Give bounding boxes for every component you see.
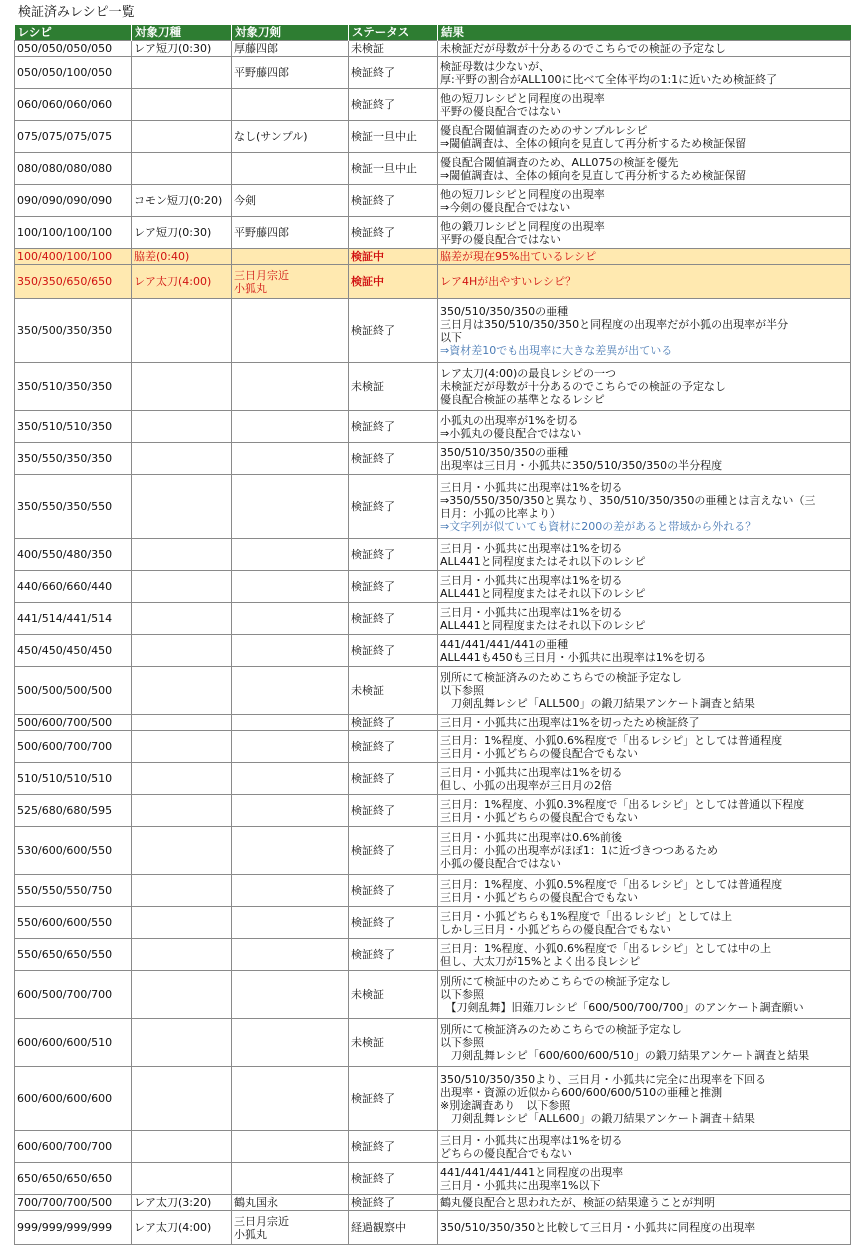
result-cell	[438, 603, 851, 635]
result-line: 別所にて検証済みのためこちらでの検証予定なし	[440, 1023, 682, 1036]
blade-type-cell	[132, 827, 232, 875]
status-cell: 検証終了	[349, 57, 438, 89]
status-cell: 検証中	[349, 265, 438, 299]
blade-type-cell: 脇差(0:40)	[132, 249, 232, 265]
target-sword-cell	[232, 1019, 349, 1067]
recipe-cell: 350/510/510/350	[15, 411, 132, 443]
blade-type-cell: レア太刀(4:00)	[132, 265, 232, 299]
target-sword-cell	[232, 475, 349, 539]
result-line: 三日月：1%程度、小狐0.3%程度で「出るレシピ」としては普通以下程度	[440, 797, 805, 811]
status-cell: 検証終了	[349, 299, 438, 363]
header-status: ステータス	[349, 25, 438, 41]
status-cell: 検証終了	[349, 1131, 438, 1163]
blade-type-cell	[132, 153, 232, 185]
blade-type-cell	[132, 763, 232, 795]
table-row	[15, 1195, 851, 1211]
result-cell	[438, 539, 851, 571]
target-sword-cell	[232, 1195, 349, 1211]
result-line: 未検証だが母数が十分あるのでこちらでの検証の予定なし	[440, 42, 726, 55]
result-line: ALL441と同程度またはそれ以下のレシピ	[440, 586, 646, 600]
target-sword-cell	[232, 249, 349, 265]
target-sword-cell	[232, 265, 349, 299]
status-cell: 検証終了	[349, 571, 438, 603]
result-cell	[438, 715, 851, 731]
header-target: 対象刀剣	[232, 25, 349, 41]
table-row	[15, 1163, 851, 1195]
target-sword-cell	[232, 971, 349, 1019]
table-row	[15, 907, 851, 939]
result-line: 刀剣乱舞レシピ「ALL500」の鍛刀結果アンケート調査と結果	[440, 697, 755, 710]
status-cell: 未検証	[349, 667, 438, 715]
target-sword-cell	[232, 363, 349, 411]
target-sword-name: 今剣	[234, 194, 256, 207]
target-sword-name: 三日月宗近	[234, 1214, 289, 1228]
blade-type-cell: レア太刀(4:00)	[132, 1211, 232, 1245]
result-line: 他の短刀レシピと同程度の出現率	[440, 187, 605, 201]
recipe-cell: 600/500/700/700	[15, 971, 132, 1019]
result-cell	[438, 827, 851, 875]
target-sword-cell	[232, 153, 349, 185]
status-cell: 検証終了	[349, 1067, 438, 1131]
target-sword-cell	[232, 907, 349, 939]
recipe-cell: 999/999/999/999	[15, 1211, 132, 1245]
result-line: 平野の優良配合ではない	[440, 104, 561, 118]
target-sword-name: 平野藤四郎	[234, 66, 289, 79]
header-row	[15, 25, 851, 41]
recipe-cell: 550/650/650/550	[15, 939, 132, 971]
recipe-cell: 441/514/441/514	[15, 603, 132, 635]
blade-type-cell	[132, 121, 232, 153]
blade-type-cell	[132, 57, 232, 89]
target-sword-cell	[232, 571, 349, 603]
blade-type-cell	[132, 89, 232, 121]
result-cell	[438, 1067, 851, 1131]
table-body	[15, 41, 851, 1245]
status-cell: 検証終了	[349, 1195, 438, 1211]
table-row	[15, 41, 851, 57]
result-cell	[438, 121, 851, 153]
result-line: 三日月は350/510/350/350と同程度の出現率だが小狐の出現率が半分	[440, 317, 789, 331]
target-sword-cell	[232, 763, 349, 795]
result-line: 出現率は三日月・小狐共に350/510/350/350の半分程度	[440, 458, 723, 472]
result-line: 441/441/441/441の亜種	[440, 637, 569, 651]
table-row	[15, 411, 851, 443]
table-row	[15, 475, 851, 539]
result-line: ⇒小狐丸の優良配合ではない	[440, 426, 582, 440]
blade-type-cell	[132, 715, 232, 731]
recipe-cell: 700/700/700/500	[15, 1195, 132, 1211]
target-sword-cell	[232, 795, 349, 827]
target-sword-cell	[232, 57, 349, 89]
blade-type-cell	[132, 1163, 232, 1195]
target-sword-name: 平野藤四郎	[234, 226, 289, 239]
blade-type-cell	[132, 571, 232, 603]
result-cell	[438, 875, 851, 907]
target-sword-name: なし(サンプル)	[234, 130, 308, 143]
result-cell	[438, 1019, 851, 1067]
table-row	[15, 153, 851, 185]
result-line: しかし三日月・小狐どちらの優良配合でもない	[440, 922, 671, 936]
result-line: 以下	[440, 330, 462, 344]
result-line: 平野の優良配合ではない	[440, 232, 561, 246]
table-row	[15, 1211, 851, 1245]
recipe-cell: 400/550/480/350	[15, 539, 132, 571]
status-cell: 検証終了	[349, 1163, 438, 1195]
blade-type-cell	[132, 1131, 232, 1163]
recipe-cell: 060/060/060/060	[15, 89, 132, 121]
recipe-cell: 350/510/350/350	[15, 363, 132, 411]
header-recipe: レシピ	[15, 25, 132, 41]
result-line: ※別途調査あり 以下参照	[440, 1098, 571, 1112]
result-line: ⇒閾値調査は、全体の傾向を見直して再分析するため検証保留	[440, 136, 747, 150]
target-sword-cell	[232, 603, 349, 635]
blade-type-cell: レア短刀(0:30)	[132, 217, 232, 249]
blade-type-cell	[132, 363, 232, 411]
result-line: 他の短刀レシピと同程度の出現率	[440, 91, 605, 105]
result-line: 【刀剣乱舞】旧薙刀レシピ「600/500/700/700」のアンケート調査願い	[440, 1001, 804, 1014]
result-line: どちらの優良配合でもない	[440, 1146, 572, 1160]
target-sword-cell	[232, 731, 349, 763]
result-line: 三日月・小狐どちらも1%程度で「出るレシピ」としては上	[440, 909, 733, 923]
table-row	[15, 875, 851, 907]
result-line: ALL441と同程度またはそれ以下のレシピ	[440, 554, 646, 568]
blade-type-cell	[132, 1019, 232, 1067]
status-cell: 未検証	[349, 971, 438, 1019]
blade-type-cell	[132, 411, 232, 443]
target-sword-cell	[232, 217, 349, 249]
status-cell: 検証終了	[349, 731, 438, 763]
result-cell	[438, 185, 851, 217]
blade-type-cell	[132, 667, 232, 715]
result-cell	[438, 1131, 851, 1163]
result-line: 三日月：1%程度、小狐0.6%程度で「出るレシピ」としては普通程度	[440, 733, 783, 747]
result-line: 出現率・資源の近似から600/600/600/510の亜種と推測	[440, 1085, 723, 1099]
status-cell: 検証終了	[349, 715, 438, 731]
result-line: 三日月：1%程度、小狐0.6%程度で「出るレシピ」としては中の上	[440, 941, 772, 955]
recipe-cell: 075/075/075/075	[15, 121, 132, 153]
result-cell	[438, 249, 851, 265]
status-cell: 未検証	[349, 363, 438, 411]
recipe-cell: 080/080/080/080	[15, 153, 132, 185]
result-line: 441/441/441/441と同程度の出現率	[440, 1165, 624, 1179]
table-row	[15, 827, 851, 875]
header-result: 結果	[438, 25, 851, 41]
blade-type-cell	[132, 635, 232, 667]
target-sword-cell	[232, 1067, 349, 1131]
recipe-cell: 440/660/660/440	[15, 571, 132, 603]
result-line: ⇒今剣の優良配合ではない	[440, 200, 571, 214]
status-cell: 未検証	[349, 41, 438, 57]
result-line: 刀剣乱舞レシピ「ALL600」の鍛刀結果アンケート調査＋結果	[440, 1111, 755, 1125]
result-line: 三日月・小狐共に出現率は0.6%前後	[440, 831, 622, 844]
result-cell	[438, 411, 851, 443]
target-sword-cell	[232, 715, 349, 731]
table-row	[15, 939, 851, 971]
table-row	[15, 249, 851, 265]
status-cell: 未検証	[349, 1019, 438, 1067]
result-line: 三日月：1%程度、小狐0.5%程度で「出るレシピ」としては普通程度	[440, 877, 783, 891]
result-line: ⇒資材差10でも出現率に大きな差異が出ている	[440, 343, 673, 357]
status-cell: 検証終了	[349, 635, 438, 667]
target-sword-cell	[232, 41, 349, 57]
result-line: 鶴丸優良配合と思われたが、検証の結果違うことが判明	[440, 1196, 715, 1209]
recipe-cell: 100/400/100/100	[15, 249, 132, 265]
result-line: 日月：小狐の比率より）	[440, 506, 561, 520]
blade-type-cell	[132, 971, 232, 1019]
table-row	[15, 795, 851, 827]
result-cell	[438, 89, 851, 121]
status-cell: 検証終了	[349, 89, 438, 121]
recipe-cell: 500/600/700/500	[15, 715, 132, 731]
result-line: ALL441と同程度またはそれ以下のレシピ	[440, 618, 646, 632]
blade-type-cell: レア短刀(0:30)	[132, 41, 232, 57]
result-line: 三日月・小狐共に出現率は1%を切る	[440, 605, 623, 619]
blade-type-cell	[132, 939, 232, 971]
table-row	[15, 635, 851, 667]
target-sword-cell	[232, 1211, 349, 1245]
status-cell: 検証終了	[349, 907, 438, 939]
result-line: 三日月・小狐共に出現率は1%を切る	[440, 1133, 623, 1147]
result-line: レア4Hが出やすいレシピ？	[440, 275, 576, 288]
result-line: 脇差が現在95%出ているレシピ	[440, 250, 597, 263]
recipe-cell: 100/100/100/100	[15, 217, 132, 249]
status-cell: 検証終了	[349, 185, 438, 217]
status-cell: 検証終了	[349, 939, 438, 971]
table-row	[15, 571, 851, 603]
table-row	[15, 1067, 851, 1131]
target-sword-name: 小狐丸	[234, 1227, 267, 1241]
blade-type-cell	[132, 875, 232, 907]
table-row	[15, 299, 851, 363]
blade-type-cell	[132, 475, 232, 539]
blade-type-cell	[132, 299, 232, 363]
result-cell	[438, 57, 851, 89]
recipe-cell: 050/050/050/050	[15, 41, 132, 57]
blade-type-cell	[132, 603, 232, 635]
recipe-cell: 350/500/350/350	[15, 299, 132, 363]
recipe-table	[14, 25, 851, 1245]
result-line: 但し、小狐の出現率が三日月の2倍	[440, 778, 612, 792]
result-line: 以下参照	[440, 988, 484, 1001]
result-line: 三日月・小狐どちらの優良配合でもない	[440, 810, 638, 824]
target-sword-cell	[232, 1131, 349, 1163]
result-cell	[438, 265, 851, 299]
result-line: 三日月：小狐の出現率がほぼ1：1に近づきつつあるため	[440, 844, 718, 857]
target-sword-cell	[232, 1163, 349, 1195]
blade-type-cell	[132, 907, 232, 939]
status-cell: 検証終了	[349, 795, 438, 827]
table-row	[15, 363, 851, 411]
recipe-cell: 350/550/350/550	[15, 475, 132, 539]
result-line: 三日月・小狐どちらの優良配合でもない	[440, 890, 638, 904]
result-line: 350/510/350/350の亜種	[440, 445, 569, 459]
result-cell	[438, 795, 851, 827]
recipe-cell: 525/680/680/595	[15, 795, 132, 827]
result-line: 検証母数は少ないが、	[440, 59, 550, 73]
result-cell	[438, 443, 851, 475]
recipe-cell: 500/600/700/700	[15, 731, 132, 763]
status-cell: 検証一旦中止	[349, 121, 438, 153]
blade-type-cell	[132, 539, 232, 571]
result-line: 三日月・小狐どちらの優良配合でもない	[440, 746, 638, 760]
result-cell	[438, 939, 851, 971]
result-cell	[438, 299, 851, 363]
blade-type-cell: レア太刀(3:20)	[132, 1195, 232, 1211]
target-sword-cell	[232, 939, 349, 971]
result-line: 優良配合閾値調査のため、ALL075の検証を優先	[440, 155, 679, 169]
page-title: 検証済みレシピ一覧	[18, 5, 135, 20]
table-row	[15, 185, 851, 217]
recipe-cell: 530/600/600/550	[15, 827, 132, 875]
result-line: 小狐丸の出現率が1%を切る	[440, 413, 579, 427]
table-row	[15, 603, 851, 635]
status-cell: 検証終了	[349, 827, 438, 875]
target-sword-name: 鶴丸国永	[234, 1196, 278, 1209]
recipe-cell: 510/510/510/510	[15, 763, 132, 795]
result-line: 以下参照	[440, 684, 484, 697]
result-line: ⇒文字列が似ていても資材に200の差があると帯域から外れる？	[440, 519, 757, 533]
result-line: 他の鍛刀レシピと同程度の出現率	[440, 219, 605, 233]
result-cell	[438, 731, 851, 763]
result-line: ALL441も450も三日月・小狐共に出現率は1%を切る	[440, 650, 707, 664]
result-line: 厚:平野の割合がALL100に比べて全体平均の1:1に近いため検証終了	[440, 72, 778, 86]
table-row	[15, 443, 851, 475]
result-cell	[438, 363, 851, 411]
result-cell	[438, 41, 851, 57]
result-line: 三日月・小狐共に出現率は1%を切る	[440, 573, 623, 587]
target-sword-cell	[232, 875, 349, 907]
blade-type-cell: コモン短刀(0:20)	[132, 185, 232, 217]
blade-type-cell	[132, 443, 232, 475]
result-line: 350/510/350/350の亜種	[440, 304, 569, 318]
result-line: 以下参照	[440, 1036, 484, 1049]
table-row	[15, 667, 851, 715]
recipe-cell: 550/600/600/550	[15, 907, 132, 939]
table-row	[15, 715, 851, 731]
table-row	[15, 971, 851, 1019]
result-line: 優良配合検証の基準となるレシピ	[440, 393, 605, 406]
status-cell: 検証終了	[349, 539, 438, 571]
result-line: レア太刀(4:00)の最良レシピの一つ	[440, 367, 617, 380]
table-row	[15, 89, 851, 121]
result-line: ⇒閾値調査は、全体の傾向を見直して再分析するため検証保留	[440, 168, 747, 182]
result-cell	[438, 475, 851, 539]
recipe-cell: 600/600/600/600	[15, 1067, 132, 1131]
table-row	[15, 1131, 851, 1163]
target-sword-cell	[232, 827, 349, 875]
result-cell	[438, 763, 851, 795]
recipe-cell: 600/600/700/700	[15, 1131, 132, 1163]
target-sword-cell	[232, 299, 349, 363]
result-cell	[438, 571, 851, 603]
table-row	[15, 1019, 851, 1067]
result-line: 三日月・小狐共に出現率は1%を切ったため検証終了	[440, 716, 700, 729]
result-cell	[438, 971, 851, 1019]
target-sword-name: 三日月宗近	[234, 268, 289, 282]
target-sword-cell	[232, 411, 349, 443]
recipe-cell: 050/050/100/050	[15, 57, 132, 89]
recipe-cell: 350/550/350/350	[15, 443, 132, 475]
recipe-cell: 350/350/650/650	[15, 265, 132, 299]
blade-type-cell	[132, 795, 232, 827]
result-line: ⇒350/550/350/350と異なり、350/510/350/350の亜種とは言えない（三	[440, 493, 816, 507]
result-cell	[438, 667, 851, 715]
table-row	[15, 217, 851, 249]
status-cell: 検証一旦中止	[349, 153, 438, 185]
result-line: 三日月・小狐共に出現率は1%を切る	[440, 765, 623, 779]
result-line: 優良配合閾値調査のためのサンプルレシピ	[440, 123, 648, 137]
target-sword-name: 厚藤四郎	[234, 42, 278, 55]
result-line: 但し、大太刀が15%とよく出る良レシピ	[440, 954, 641, 968]
result-line: 三日月・小狐共に出現率は1%を切る	[440, 480, 623, 494]
result-cell	[438, 907, 851, 939]
target-sword-cell	[232, 539, 349, 571]
result-line: 350/510/350/350と比較して三日月・小狐共に同程度の出現率	[440, 1221, 756, 1234]
recipe-cell: 450/450/450/450	[15, 635, 132, 667]
status-cell: 検証終了	[349, 411, 438, 443]
recipe-cell: 650/650/650/650	[15, 1163, 132, 1195]
status-cell: 検証終了	[349, 475, 438, 539]
target-sword-name: 小狐丸	[234, 281, 267, 295]
result-line: 小狐の優良配合ではない	[440, 857, 561, 870]
header-type: 対象刀種	[132, 25, 232, 41]
status-cell: 経過観察中	[349, 1211, 438, 1245]
result-cell	[438, 635, 851, 667]
recipe-cell: 090/090/090/090	[15, 185, 132, 217]
result-line: 350/510/350/350より、三日月・小狐共に完全に出現率を下回る	[440, 1072, 767, 1086]
result-cell	[438, 153, 851, 185]
blade-type-cell	[132, 731, 232, 763]
result-line: 未検証だが母数が十分あるのでこちらでの検証の予定なし	[440, 380, 726, 393]
status-cell: 検証終了	[349, 217, 438, 249]
table-row	[15, 539, 851, 571]
table-row	[15, 121, 851, 153]
recipe-cell: 600/600/600/510	[15, 1019, 132, 1067]
status-cell: 検証終了	[349, 763, 438, 795]
target-sword-cell	[232, 89, 349, 121]
status-cell: 検証終了	[349, 443, 438, 475]
status-cell: 検証終了	[349, 875, 438, 907]
result-cell	[438, 217, 851, 249]
recipe-cell: 550/550/550/750	[15, 875, 132, 907]
target-sword-cell	[232, 185, 349, 217]
table-row	[15, 731, 851, 763]
blade-type-cell	[132, 1067, 232, 1131]
table-row	[15, 763, 851, 795]
result-cell	[438, 1195, 851, 1211]
result-line: 刀剣乱舞レシピ「600/600/600/510」の鍛刀結果アンケート調査と結果	[440, 1049, 810, 1062]
status-cell: 検証終了	[349, 603, 438, 635]
recipe-cell: 500/500/500/500	[15, 667, 132, 715]
target-sword-cell	[232, 443, 349, 475]
result-cell	[438, 1211, 851, 1245]
target-sword-cell	[232, 121, 349, 153]
table-row	[15, 57, 851, 89]
status-cell: 検証中	[349, 249, 438, 265]
result-line: 別所にて検証済みのためこちらでの検証予定なし	[440, 671, 682, 684]
table-row	[15, 265, 851, 299]
result-cell	[438, 1163, 851, 1195]
result-line: 別所にて検証中のためこちらでの検証予定なし	[440, 975, 671, 988]
target-sword-cell	[232, 667, 349, 715]
result-line: 三日月・小狐共に出現率は1%を切る	[440, 541, 623, 555]
result-line: 三日月・小狐共に出現率1%以下	[440, 1178, 601, 1192]
target-sword-cell	[232, 635, 349, 667]
